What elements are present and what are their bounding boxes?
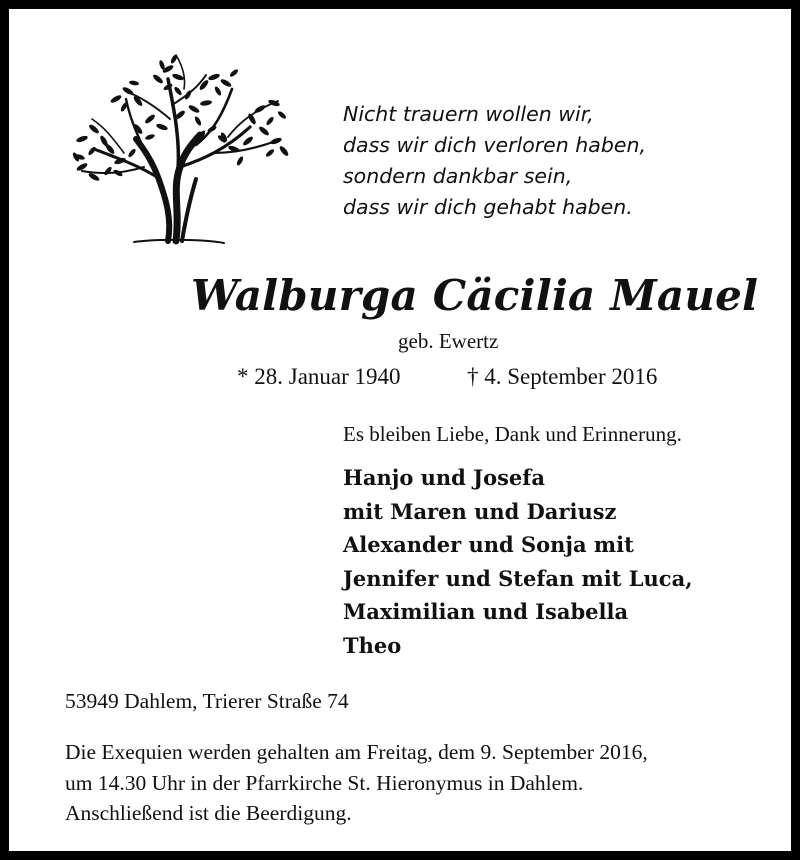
service-line: Anschließend ist die Beerdigung.	[65, 801, 352, 825]
poem-line: dass wir dich gehabt haben.	[343, 195, 633, 219]
family-line: Maximilian und Isabella	[343, 599, 629, 625]
birth-date: * 28. Januar 1940	[237, 364, 401, 389]
family-line: mit Maren und Dariusz	[343, 498, 617, 524]
family-line: Theo	[343, 632, 402, 658]
poem	[343, 99, 646, 223]
poem-line: dass wir dich verloren haben,	[343, 133, 646, 157]
poem-line: sondern dankbar sein,	[343, 164, 573, 188]
closing-line: Es bleiben Liebe, Dank und Erinnerung.	[343, 422, 682, 446]
family-line: Jennifer und Stefan mit Luca,	[343, 565, 693, 591]
service-line: Die Exequien werden gehalten am Freitag, dem 9. September 2016,	[65, 740, 648, 764]
family-list	[343, 461, 693, 663]
death-date: † 4. September 2016	[467, 364, 658, 389]
maiden-name: geb. Ewertz	[398, 329, 499, 353]
family-line: Hanjo und Josefa	[343, 465, 545, 490]
address: 53949 Dahlem, Trierer Straße 74	[65, 689, 349, 713]
service-info	[65, 737, 648, 829]
deceased-name: Walburga Cäcilia Mauel	[191, 271, 759, 320]
poem-line: Nicht trauern wollen wir,	[343, 102, 594, 126]
tree-icon	[64, 49, 299, 249]
service-line: um 14.30 Uhr in der Pfarrkirche St. Hieronymus in Dahlem.	[65, 770, 584, 795]
family-line: Alexander und Sonja mit	[343, 532, 634, 558]
